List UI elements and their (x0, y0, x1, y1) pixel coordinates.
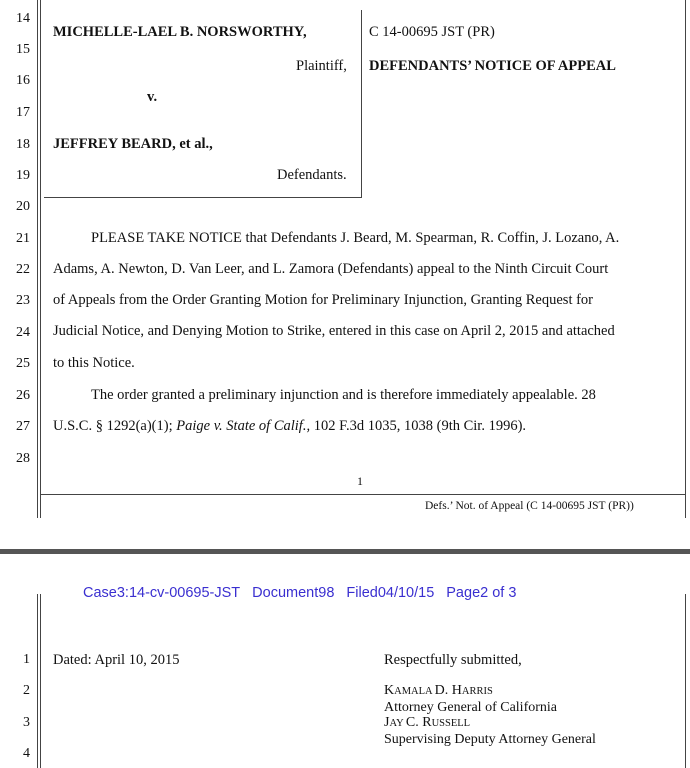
line-number: 16 (16, 73, 30, 88)
paragraph-line: The order granted a preliminary injunction and is therefore immediately appealable. 28 (91, 387, 596, 403)
ecf-document-number: Document98 (252, 585, 335, 601)
paragraph-line: Adams, A. Newton, D. Van Leer, and L. Zamora (Defendants) appeal to the Ninth Circuit Court (53, 261, 609, 277)
caption-right-rule (361, 10, 362, 197)
plaintiff-label: Plaintiff, (296, 58, 347, 74)
paragraph-line: to this Notice. (53, 355, 135, 371)
left-margin-rule-inner (40, 0, 41, 518)
line-number: 18 (16, 137, 30, 152)
line-number: 21 (16, 231, 30, 246)
document-title: DEFENDANTS’ NOTICE OF APPEAL (369, 58, 616, 74)
line-number: 25 (16, 356, 30, 371)
citation-line (53, 418, 526, 435)
line-number: 2 (23, 683, 30, 698)
left-margin-rule (37, 0, 38, 518)
line-number: 24 (16, 325, 30, 340)
paragraph-line: of Appeals from the Order Granting Motion for Preliminary Injunction, Granting Request for (53, 292, 594, 308)
line-number: 23 (16, 293, 30, 308)
closing-line: Respectfully submitted, (384, 652, 522, 668)
footer-rule (40, 494, 686, 495)
line-number: 20 (16, 199, 30, 214)
line-number: 15 (16, 42, 30, 57)
line-number: 19 (16, 168, 30, 183)
versus: v. (147, 89, 158, 105)
line-number: 1 (23, 652, 30, 667)
right-margin-rule (685, 594, 686, 768)
case-number: C 14-00695 JST (PR) (369, 24, 495, 40)
left-margin-rule-inner (40, 594, 41, 768)
plaintiff-name: MICHELLE-LAEL B. NORSWORTHY, (53, 24, 307, 40)
signatory-name: JAY C. RUSSELL (384, 715, 471, 730)
dated-line: Dated: April 10, 2015 (53, 652, 180, 668)
paragraph-line: Judicial Notice, and Denying Motion to Strike, entered in this case on April 2, 2015 and attached (53, 323, 615, 339)
citation-statute: U.S.C. § 1292(a)(1); (53, 418, 177, 434)
ecf-case-number: Case3:14-cv-00695-JST (83, 585, 241, 601)
left-margin-rule (37, 594, 38, 768)
right-margin-rule (685, 0, 686, 518)
line-number: 14 (16, 11, 30, 26)
signatory-title: Attorney General of California (384, 699, 557, 715)
ecf-page-count: Page2 of 3 (446, 585, 517, 601)
defendant-label: Defendants. (277, 167, 347, 183)
line-number: 27 (16, 419, 30, 434)
line-number: 26 (16, 388, 30, 403)
signatory-title: Supervising Deputy Attorney General (384, 731, 596, 747)
line-number: 28 (16, 451, 30, 466)
page-footer: Defs.’ Not. of Appeal (C 14-00695 JST (PR)) (425, 500, 634, 512)
line-number: 17 (16, 105, 30, 120)
paragraph-line: PLEASE TAKE NOTICE that Defendants J. Beard, M. Spearman, R. Coffin, J. Lozano, A. (91, 230, 620, 246)
signatory-name: KAMALA D. HARRIS (384, 683, 493, 698)
page-2 (0, 554, 690, 768)
line-number: 3 (23, 715, 30, 730)
page-number: 1 (357, 474, 363, 488)
defendant-name: JEFFREY BEARD, et al., (53, 136, 213, 152)
ecf-filed-date: Filed04/10/15 (346, 585, 435, 601)
citation-case-name: Paige v. State of Calif., (176, 418, 311, 434)
citation-reporter: 102 F.3d 1035, 1038 (9th Cir. 1996). (310, 418, 527, 434)
signature-block (384, 683, 596, 747)
caption-bottom-rule (44, 197, 362, 198)
ecf-header (83, 584, 516, 602)
line-number: 22 (16, 262, 30, 277)
line-number: 4 (23, 746, 30, 761)
